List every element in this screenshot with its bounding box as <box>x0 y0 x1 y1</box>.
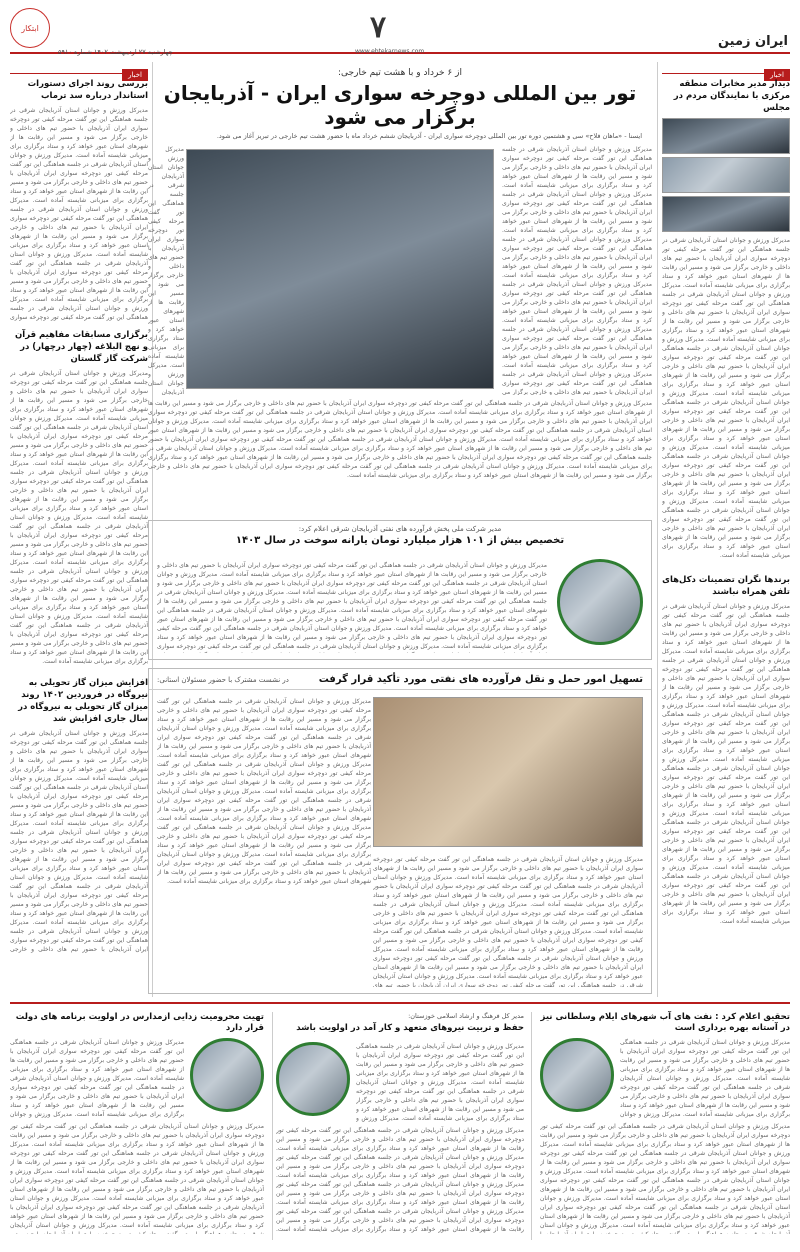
right-column <box>662 62 790 1012</box>
main-supertitle: از ۶ خرداد و با هشت تیم خارجی: <box>338 68 462 78</box>
news-photo <box>662 157 790 193</box>
article-body <box>157 697 371 987</box>
news-photo <box>662 118 790 154</box>
article-body <box>356 1042 524 1122</box>
bottom-article-schools <box>10 1012 264 1240</box>
meeting-photo <box>373 697 643 847</box>
article-photo <box>190 1038 264 1112</box>
article-body <box>10 729 148 954</box>
news-supertitle: مدیر کل فرهنگ و ارشاد اسلامی خوزستان: <box>408 1012 524 1020</box>
bottom-strip <box>10 1002 790 1242</box>
news-photo <box>662 196 790 232</box>
article-photo <box>540 1038 614 1112</box>
article-body <box>10 1038 184 1118</box>
article-body <box>148 399 652 499</box>
news-headline[interactable]: بررسی روند اجرای دستورات استاندار درباره سد ترماب <box>27 79 148 101</box>
box-supertitle: مدیر شرکت ملی پخش فرآورده های نفتی آذربایجان شرقی اعلام کرد: <box>298 525 502 533</box>
column-divider <box>657 62 658 997</box>
bottom-article-water <box>540 1012 790 1240</box>
article-body <box>276 1126 524 1234</box>
column-divider <box>272 1012 273 1240</box>
column-divider <box>531 1012 532 1240</box>
issue-date: چهارشنبه ۲۷ اردیبهشت ۱۴۰۲ شماره ۵۹۱۰ <box>58 48 173 56</box>
newspaper-logo: ابتکار <box>10 8 50 48</box>
article-body <box>10 369 148 669</box>
news-headline[interactable]: حفظ و تربیت نیروهای متعهد و کار آمد در اولویت باشد <box>296 1023 524 1033</box>
article-body <box>502 145 652 395</box>
news-headline[interactable]: تحقیق اعلام کرد : نفت های آب شهرهای ایلام وسلطانی نیز در آستانه بهره برداری است <box>540 1012 790 1033</box>
main-lead: ایسنا - «ماهان فلاح» سی و هشتمین دوره تور بین المللی دوچرخه سواری ایران - آذربایجان ششم خرداد ماه با حضور هشت تیم خارجی در تبریز آغاز می شود. <box>216 132 642 140</box>
news-headline[interactable]: برندها نگران تضمینات دکل‌های تلفن همراه نباشند <box>662 575 790 597</box>
article-body <box>620 1038 790 1118</box>
news-headline[interactable]: افزایش میزان گاز تحویلی به نیروگاه در فروردین ۱۴۰۲ روند میزان گاز تحویلی به نیروگاه در سال جاری افزایش شد <box>18 678 148 724</box>
news-bar <box>10 62 148 79</box>
article-body <box>10 1122 264 1234</box>
website-url[interactable]: www.ebtekarnews.com <box>355 48 425 55</box>
page-number: ۷ <box>370 10 387 45</box>
box-headline[interactable]: تخصیص بیش از ۱۰۱ هزار میلیارد تومان یارانه سوخت در سال ۱۴۰۳ <box>235 535 565 546</box>
news-headline[interactable]: دیدار مدیر مخابرات منطقه مرکزی با نمایندگان مردم در مجلس <box>673 79 790 113</box>
page-header <box>10 8 790 54</box>
box-headline[interactable]: تسهیل امور حمل و نقل فرآورده های نفتی مورد تأکید قرار گرفت <box>318 673 643 685</box>
main-article <box>148 145 652 395</box>
news-badge: اخبار <box>122 69 148 81</box>
main-photo <box>186 149 494 389</box>
article-body <box>540 1122 790 1234</box>
box-supertitle: در نشست مشترک با حضور مسئولان استانی: <box>157 676 289 684</box>
article-body <box>10 106 148 321</box>
news-badge: اخبار <box>764 69 790 81</box>
bottom-article-culture <box>276 1012 524 1240</box>
news-bar <box>662 62 790 79</box>
article-body <box>373 855 643 987</box>
left-column <box>10 62 148 954</box>
photo-caption <box>148 145 184 395</box>
box-article-transport <box>148 668 652 994</box>
article-body <box>662 236 790 566</box>
box-header <box>149 669 651 690</box>
main-headline[interactable]: تور بین المللی دوچرخه سواری ایران - آذربایجان برگزار می شود <box>163 81 637 129</box>
article-body <box>662 602 790 1012</box>
section-name: ایران زمین <box>717 34 788 49</box>
news-headline[interactable]: برگزاری مسابقات مفاهیم قرآن و نهج البلاغه (چهار درچهار) در شرکت گاز گلستان <box>15 330 148 364</box>
portrait-photo <box>557 559 643 645</box>
article-photo <box>276 1042 350 1116</box>
main-column <box>148 62 652 499</box>
article-body <box>157 561 547 653</box>
news-headline[interactable]: تهیت محرومیت زدایی ازمدارس در اولویت برنامه های دولت قرار دارد <box>15 1012 264 1033</box>
box-article-fuel-subsidy <box>148 520 652 660</box>
